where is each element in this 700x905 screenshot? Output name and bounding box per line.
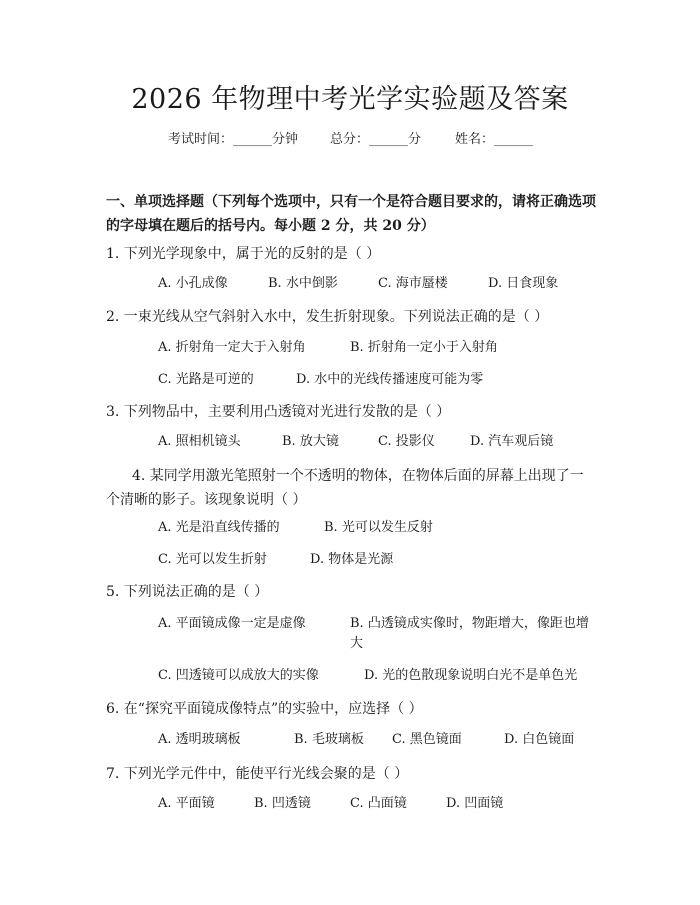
student-name-field: 姓名：______ [455,132,534,147]
q5-option-a: A. 平面镜成像一定是虚像 [158,616,306,631]
question-5: 5. 下列说法正确的是（ ） [106,584,269,600]
q7-option-a: A. 平面镜 [158,796,215,811]
q6-option-d: D. 白色镜面 [504,732,575,747]
q6-option-b: B. 毛玻璃板 [294,732,364,747]
q4-option-a: A. 光是沿直线传播的 [158,520,280,535]
exam-time-field: 考试时间：______分钟 [168,132,299,147]
q1-option-c: C. 海市蜃楼 [378,276,448,291]
q7-option-b: B. 凹透镜 [254,796,311,811]
q4-option-d: D. 物体是光源 [310,552,394,567]
q4-option-b: B. 光可以发生反射 [324,520,433,535]
q6-option-c: C. 黑色镜面 [392,732,462,747]
q1-option-b: B. 水中倒影 [268,276,338,291]
q4-option-c: C. 光可以发生折射 [158,552,267,567]
q3-option-d: D. 汽车观后镜 [470,434,554,449]
section-heading: 一、单项选择题（下列每个选项中，只有一个是符合题目要求的，请将正确选项的字母填在题后的括号内。每小题 2 分，共 20 分） [106,194,596,234]
page-title: 2026 年物理中考光学实验题及答案 [131,84,569,115]
question-4: 4. 某同学用激光笔照射一个不透明的物体，在物体后面的屏幕上出现了一个清晰的影子。该现象说明（ ） [106,468,584,508]
q3-option-a: A. 照相机镜头 [158,434,241,449]
q2-option-c: C. 光路是可逆的 [158,372,254,387]
q7-option-c: C. 凸面镜 [350,796,407,811]
q5-option-c: C. 凹透镜可以成放大的实像 [158,668,319,683]
q7-option-d: D. 凹面镜 [446,796,504,811]
q1-option-d: D. 日食现象 [488,276,559,291]
q5-option-d: D. 光的色散现象说明白光不是单色光 [364,668,578,683]
q2-option-a: A. 折射角一定大于入射角 [158,340,306,355]
question-1: 1. 下列光学现象中，属于光的反射的是（ ） [106,246,381,262]
q2-option-d: D. 水中的光线传播速度可能为零 [296,372,484,387]
q3-option-c: C. 投影仪 [378,434,435,449]
question-2: 2. 一束光线从空气斜射入水中，发生折射现象。下列说法正确的是（ ） [106,309,549,325]
question-3: 3. 下列物品中，主要利用凸透镜对光进行发散的是（ ） [106,404,451,420]
question-6: 6. 在“探究平面镜成像特点”的实验中，应选择（ ） [106,701,423,717]
question-7: 7. 下列光学元件中，能使平行光线会聚的是（ ） [106,766,409,782]
total-score-field: 总分：______分 [330,132,422,147]
q1-option-a: A. 小孔成像 [158,276,228,291]
q6-option-a: A. 透明玻璃板 [158,732,241,747]
q2-option-b: B. 折射角一定小于入射角 [350,340,498,355]
q5-option-b: B. 凸透镜成实像时，物距增大，像距也增大 [350,616,589,651]
q3-option-b: B. 放大镜 [282,434,339,449]
